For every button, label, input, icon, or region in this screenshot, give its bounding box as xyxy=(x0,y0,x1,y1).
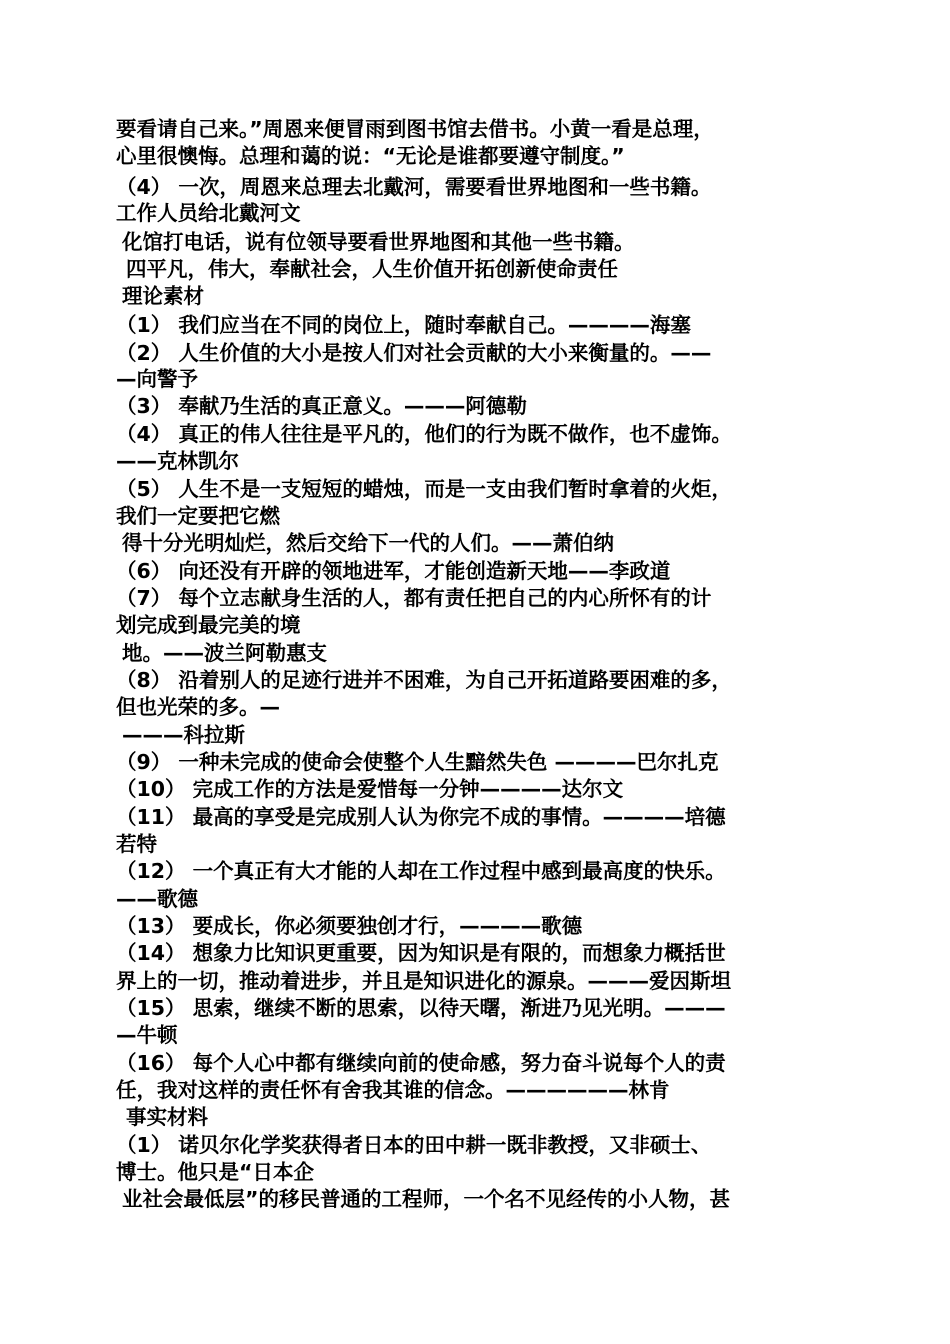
text-line: 我们一定要把它燃 xyxy=(116,504,280,528)
text-line: 业社会最低层”的移民普通的工程师，一个名不见经传的小人物，甚 xyxy=(122,1187,730,1211)
text-line: （12） 一个真正有大才能的人却在工作过程中感到最高度的快乐。 xyxy=(116,859,726,883)
text-line: （4） 一次，周恩来总理去北戴河，需要看世界地图和一些书籍。 xyxy=(116,175,712,199)
text-line: （1） 我们应当在不同的岗位上，随时奉献自己。————海塞 xyxy=(116,313,691,337)
text-line: 博士。他只是“日本企 xyxy=(116,1160,314,1184)
text-line: 界上的一切，推动着进步，并且是知识进化的源泉。———爱因斯坦 xyxy=(116,969,731,993)
text-line: —向警予 xyxy=(116,367,198,391)
text-line: —牛顿 xyxy=(116,1023,178,1047)
text-line: 得十分光明灿烂，然后交给下一代的人们。——萧伯纳 xyxy=(122,531,614,555)
text-line: （13） 要成长，你必须要独创才行，————歌德 xyxy=(116,914,583,938)
text-line: （9） 一种未完成的使命会使整个人生黯然失色 ————巴尔扎克 xyxy=(116,750,719,774)
text-line: （2） 人生价值的大小是按人们对社会贡献的大小来衡量的。—— xyxy=(116,341,712,365)
text-line: ———科拉斯 xyxy=(122,723,245,747)
text-line: 化馆打电话，说有位领导要看世界地图和其他一些书籍。 xyxy=(122,230,635,254)
subsection-heading: 理论素材 xyxy=(122,284,204,308)
text-line: （5） 人生不是一支短短的蜡烛，而是一支由我们暂时拿着的火炬， xyxy=(116,477,732,501)
text-line: （14） 想象力比知识更重要，因为知识是有限的，而想象力概括世 xyxy=(116,941,726,965)
text-line: （6） 向还没有开辟的领地进军，才能创造新天地——李政道 xyxy=(116,559,671,583)
text-line: ——克林凯尔 xyxy=(116,449,239,473)
text-line: 地。——波兰阿勒惠支 xyxy=(122,641,327,665)
text-line: 但也光荣的多。— xyxy=(116,695,280,719)
text-line: （1） 诺贝尔化学奖获得者日本的田中耕一既非教授，又非硕士、 xyxy=(116,1133,712,1157)
text-line: （4） 真正的伟人往往是平凡的，他们的行为既不做作，也不虚饰。 xyxy=(116,422,732,446)
text-line: （15） 思索，继续不断的思索，以待天曙，渐进乃见光明。——— xyxy=(116,996,726,1020)
text-line: （10） 完成工作的方法是爱惜每一分钟————达尔文 xyxy=(116,777,624,801)
text-line: 心里很懊悔。总理和蔼的说：“无论是谁都要遵守制度。” xyxy=(116,144,625,168)
text-line: （8） 沿着别人的足迹行进并不困难，为自己开拓道路要困难的多， xyxy=(116,668,732,692)
text-line: （7） 每个立志献身生活的人，都有责任把自己的内心所怀有的计 xyxy=(116,586,712,610)
section-heading: 四平凡，伟大，奉献社会，人生价值开拓创新使命责任 xyxy=(126,257,618,281)
text-line: 划完成到最完美的境 xyxy=(116,613,301,637)
text-line: （16） 每个人心中都有继续向前的使命感，努力奋斗说每个人的责 xyxy=(116,1051,726,1075)
text-line: ——歌德 xyxy=(116,887,198,911)
text-line: （11） 最高的享受是完成别人认为你完不成的事情。————培德 xyxy=(116,805,726,829)
text-line: 任，我对这样的责任怀有舍我其谁的信念。——————林肯 xyxy=(116,1078,670,1102)
text-line: 要看请自己来。”周恩来便冒雨到图书馆去借书。小黄一看是总理， xyxy=(116,117,714,141)
subsection-heading: 事实材料 xyxy=(126,1105,208,1129)
text-line: （3） 奉献乃生活的真正意义。———阿德勒 xyxy=(116,394,527,418)
text-line: 工作人员给北戴河文 xyxy=(116,201,301,225)
text-line: 若特 xyxy=(116,832,157,856)
